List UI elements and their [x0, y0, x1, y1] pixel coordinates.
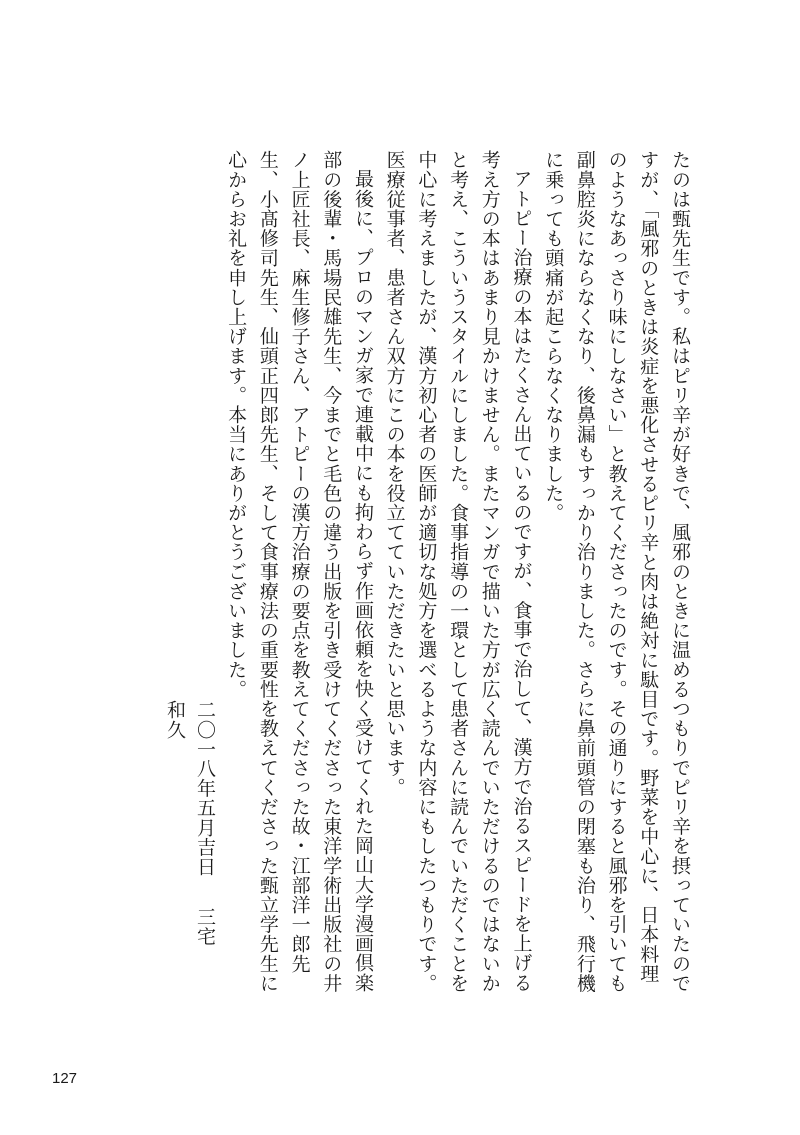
paragraph-2: アトピー治療の本はたくさん出ているのですが、食事で治して、漢方で治るスピードを上げる考え方の本はあまり見かけません。またマンガで描いた方が広く読んでいただけるのではないかと考え、こういうスタイルにしました。食事指導の一環として患者さんに読んでいただくことを中心に考えましたが、漢方初心者の医師が適切な処方を選べるような内容にもしたつもりです。医療従事者、患者さん双方にこの本を役立てていただきたいと思います。: [383, 150, 533, 993]
signature-author: 三宅 和久: [164, 700, 216, 966]
signature: [160, 700, 220, 970]
body-text: [225, 150, 695, 995]
page-number: 127: [52, 1070, 78, 1087]
paragraph-3: 最後に、プロのマンガ家で連載中にも拘わらず作画依頼を快く受けてくれた岡山大学漫画倶楽部の後輩・馬場民雄先生、今までと毛色の違う出版を引き受けてくださった東洋学術出版社の井ノ上匠社長、麻生修子さん、アトピーの漢方治療の要点を教えてくださった故・江部洋一郎先生、小髙修司先生、仙頭正四郎先生、そして食事療法の重要性を教えてくださった甄立学先生に心からお礼を申し上げます。本当にありがとうございました。: [225, 150, 374, 993]
signature-date: 二〇一八年五月吉日: [194, 700, 216, 877]
paragraph-1: たのは甄先生です。私はピリ辛が好きで、風邪のときに温めるつもりでピリ辛を摂っていたのですが、「風邪のときは炎症を悪化させるピリ辛と肉は絶対に駄目です。野菜を中心に、日本料理のようなあっさり味にしなさい」と教えてくださったのです。その通りにすると風邪を引いても副鼻腔炎にならなくなり、後鼻漏もすっかり治りました。さらに鼻前頭管の閉塞も治り、飛行機に乗っても頭痛が起こらなくなりました。: [542, 150, 691, 993]
